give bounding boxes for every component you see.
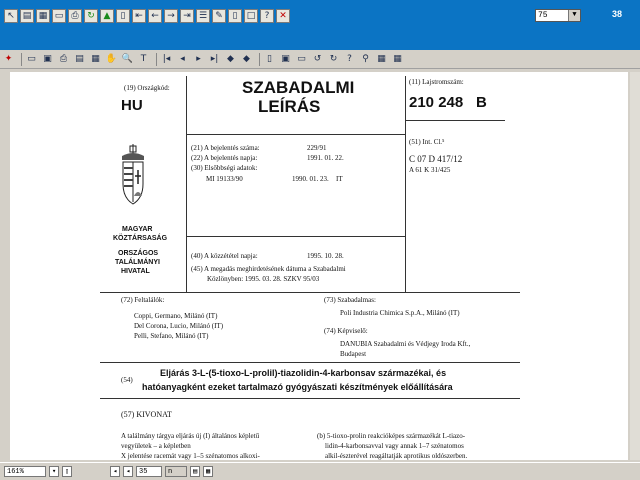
print-icon[interactable]: ⎙: [59, 54, 68, 64]
vertical-scrollbar[interactable]: [630, 72, 640, 460]
rotate-left-icon[interactable]: ↺: [313, 54, 322, 64]
zoom-select[interactable]: [535, 9, 581, 22]
fit-page-icon[interactable]: ▣: [281, 54, 290, 64]
main-toolbar: [0, 0, 640, 50]
f57-label: (57) KIVONAT: [121, 410, 172, 419]
reg-number-label: (11) Lajstromszám:: [409, 78, 464, 86]
f45-value: Közlönyben: 1995. 03. 28. SZKV 95/03: [207, 275, 320, 283]
open-file-icon[interactable]: ▭: [27, 54, 36, 64]
prev-page-icon[interactable]: ◂: [180, 54, 185, 64]
hand-tool-icon[interactable]: ✋: [105, 54, 118, 64]
open-icon[interactable]: ▤: [20, 9, 34, 23]
text-select-icon[interactable]: T: [140, 54, 147, 64]
reg-kind: B: [476, 94, 487, 111]
zoom-value: 75: [538, 11, 548, 20]
doc-icon[interactable]: ▯: [116, 9, 130, 23]
coat-of-arms-icon: [118, 144, 148, 218]
zoom-status[interactable]: [4, 466, 46, 477]
separator: [156, 53, 157, 66]
search-icon[interactable]: ⚲: [362, 54, 369, 64]
help-icon[interactable]: ?: [260, 9, 274, 23]
bookmark-icon[interactable]: ▤: [75, 54, 84, 64]
f51-label: (51) Int. Cl.⁵: [409, 138, 445, 146]
inventor-3: Pelli, Stefano, Milánó (IT): [134, 332, 209, 340]
f21-value: 229/91: [307, 144, 327, 152]
f30-country: IT: [336, 175, 343, 183]
doc-title-line1: SZABADALMI: [242, 78, 355, 97]
f40-value: 1995. 10. 28.: [307, 252, 344, 260]
office-name-line2: KÖZTÁRSASÁG: [113, 235, 168, 242]
f30-date: 1990. 01. 23.: [292, 175, 329, 183]
prev-page-icon[interactable]: ◂: [123, 466, 133, 477]
save-icon[interactable]: ▣: [43, 54, 52, 64]
refresh-icon[interactable]: ↻: [84, 9, 98, 23]
f30-label: (30) Elsőbbségi adatok:: [191, 164, 258, 172]
first-page-icon[interactable]: ◂: [110, 466, 120, 477]
gallery-icon[interactable]: ▦: [36, 9, 50, 23]
find-icon[interactable]: ?: [347, 54, 352, 64]
office-name-line3: ORSZÁGOS: [118, 250, 159, 257]
continuous-page-icon[interactable]: ▦: [203, 466, 213, 477]
print-icon[interactable]: ⎙: [68, 9, 82, 23]
f74-label: (74) Képviselő:: [324, 327, 368, 335]
last-page-icon[interactable]: ⇥: [180, 9, 194, 23]
f22-value: 1991. 01. 22.: [307, 154, 344, 162]
abstract-right-line1: (b) 5-tioxo-prolin reakcióképes származékát L-tiazo-: [317, 432, 466, 440]
zoom-tool-icon[interactable]: 🔍: [121, 54, 134, 64]
page-size-icon[interactable]: ▯: [62, 466, 72, 477]
title-bottom-line: [100, 398, 520, 399]
main-toolbar-buttons: [4, 9, 292, 23]
folder-icon[interactable]: ▭: [52, 9, 66, 23]
office-code-label: (19) Országkód:: [124, 84, 170, 92]
single-page-icon[interactable]: ▤: [190, 466, 200, 477]
next-page-icon[interactable]: →: [164, 9, 178, 23]
dates-divider: [186, 236, 405, 237]
abstract-left-line1: A találmány tárgya eljárás új (I) általános képletű: [121, 432, 260, 440]
f30-number: MI 19133/90: [206, 175, 243, 183]
page-count: 38: [612, 9, 623, 19]
separator: [21, 53, 22, 66]
fit-width-icon[interactable]: ▭: [297, 54, 306, 64]
page-number: 35: [139, 467, 148, 476]
country-code: HU: [121, 97, 143, 114]
zoom-dropdown-icon[interactable]: ▾: [49, 466, 59, 477]
abstract-right-line2: lidin-4-karbonsavval vagy annak 1–7 szénatomos: [325, 442, 464, 450]
parties-bottom-line: [100, 362, 520, 363]
next-page-icon[interactable]: ▸: [196, 54, 201, 64]
close-icon[interactable]: ✕: [276, 9, 290, 23]
rotate-right-icon[interactable]: ↻: [329, 54, 338, 64]
home-icon[interactable]: ▲: [100, 9, 114, 23]
spacer: [75, 466, 107, 477]
window-icon[interactable]: □: [244, 9, 258, 23]
prev-page-icon[interactable]: ←: [148, 9, 162, 23]
acrobat-icon[interactable]: ✦: [4, 54, 13, 64]
f51-class1: C 07 D 417/12: [409, 154, 463, 164]
pointer-icon[interactable]: ↖: [4, 9, 18, 23]
reg-number: 210 248: [409, 94, 464, 111]
f73-value: Poli Industria Chimica S.p.A., Milánó (IT): [340, 309, 460, 317]
doc-title-line2: LEÍRÁS: [258, 97, 321, 116]
f51-class2: A 61 K 31/425: [409, 166, 451, 174]
go-back-icon[interactable]: ◆: [227, 54, 234, 64]
inventor-1: Coppi, Germano, Milánó (IT): [134, 312, 218, 320]
zoom-status-value: 161%: [7, 467, 24, 476]
status-bar: [0, 462, 640, 480]
f40-label: (40) A közzététel napja:: [191, 252, 258, 260]
f74-value-line1: DANUBIA Szabadalmi és Védjegy Iroda Kft.,: [340, 340, 471, 348]
header-divider-right: [405, 76, 406, 292]
header-bottom-line: [100, 292, 520, 293]
web-icon[interactable]: ▦: [377, 54, 386, 64]
chevron-down-icon[interactable]: ▼: [568, 10, 580, 21]
f22-label: (22) A bejelentés napja:: [191, 154, 258, 162]
abstract-right-line3: alkil-észterével reagáltatják aprotikus oldószerben.: [325, 452, 468, 460]
last-page-icon[interactable]: ▸|: [210, 54, 219, 64]
invention-title-line1: Eljárás 3-L-(5-tioxo-L-prolil)-tiazolidin-4-karbonsav származékai, és: [160, 368, 447, 378]
f73-label: (73) Szabadalmas:: [324, 296, 376, 304]
abstract-left-line3: X jelentése racemát vagy 1–5 szénatomos alkoxi-: [121, 452, 260, 460]
viewer-toolbar: [0, 51, 640, 69]
page-indicator[interactable]: [136, 466, 162, 477]
web-links-icon[interactable]: ▦: [393, 54, 402, 64]
f74-value-line2: Budapest: [340, 350, 367, 358]
notes-icon[interactable]: ✎: [212, 9, 226, 23]
separator: [259, 53, 260, 66]
inventor-2: Del Corona, Lucio, Milánó (IT): [134, 322, 224, 330]
f45-label: (45) A megadás meghirdetésének dátuma a Szabadalmi: [191, 265, 346, 273]
invention-title-line2: hatóanyagként ezeket tartalmazó gyógyászati készítmények előállítására: [142, 382, 453, 392]
abstract-left-line2: vegyületek – a képletben: [121, 442, 191, 450]
office-name-line1: MAGYAR: [122, 226, 153, 233]
document-page[interactable]: [10, 72, 628, 460]
go-forward-icon[interactable]: ◆: [243, 54, 250, 64]
f72-label: (72) Feltalálók:: [121, 296, 165, 304]
page-of: [165, 466, 187, 477]
header-divider-left: [186, 76, 187, 292]
list-icon[interactable]: ☰: [196, 9, 210, 23]
first-page-icon[interactable]: |◂: [162, 54, 171, 64]
f21-label: (21) A bejelentés száma:: [191, 144, 260, 152]
office-name-line5: HIVATAL: [121, 268, 150, 275]
regno-underline: [405, 120, 505, 121]
f54-label: (54): [121, 376, 133, 384]
page-of-text: n: [168, 467, 173, 476]
page-icon[interactable]: ▯: [228, 9, 242, 23]
actual-size-icon[interactable]: ▯: [267, 54, 272, 64]
title-underline: [186, 134, 405, 135]
office-name-line4: TALÁLMÁNYI: [115, 259, 160, 266]
thumbnail-icon[interactable]: ▦: [91, 54, 100, 64]
first-page-icon[interactable]: ⇤: [132, 9, 146, 23]
